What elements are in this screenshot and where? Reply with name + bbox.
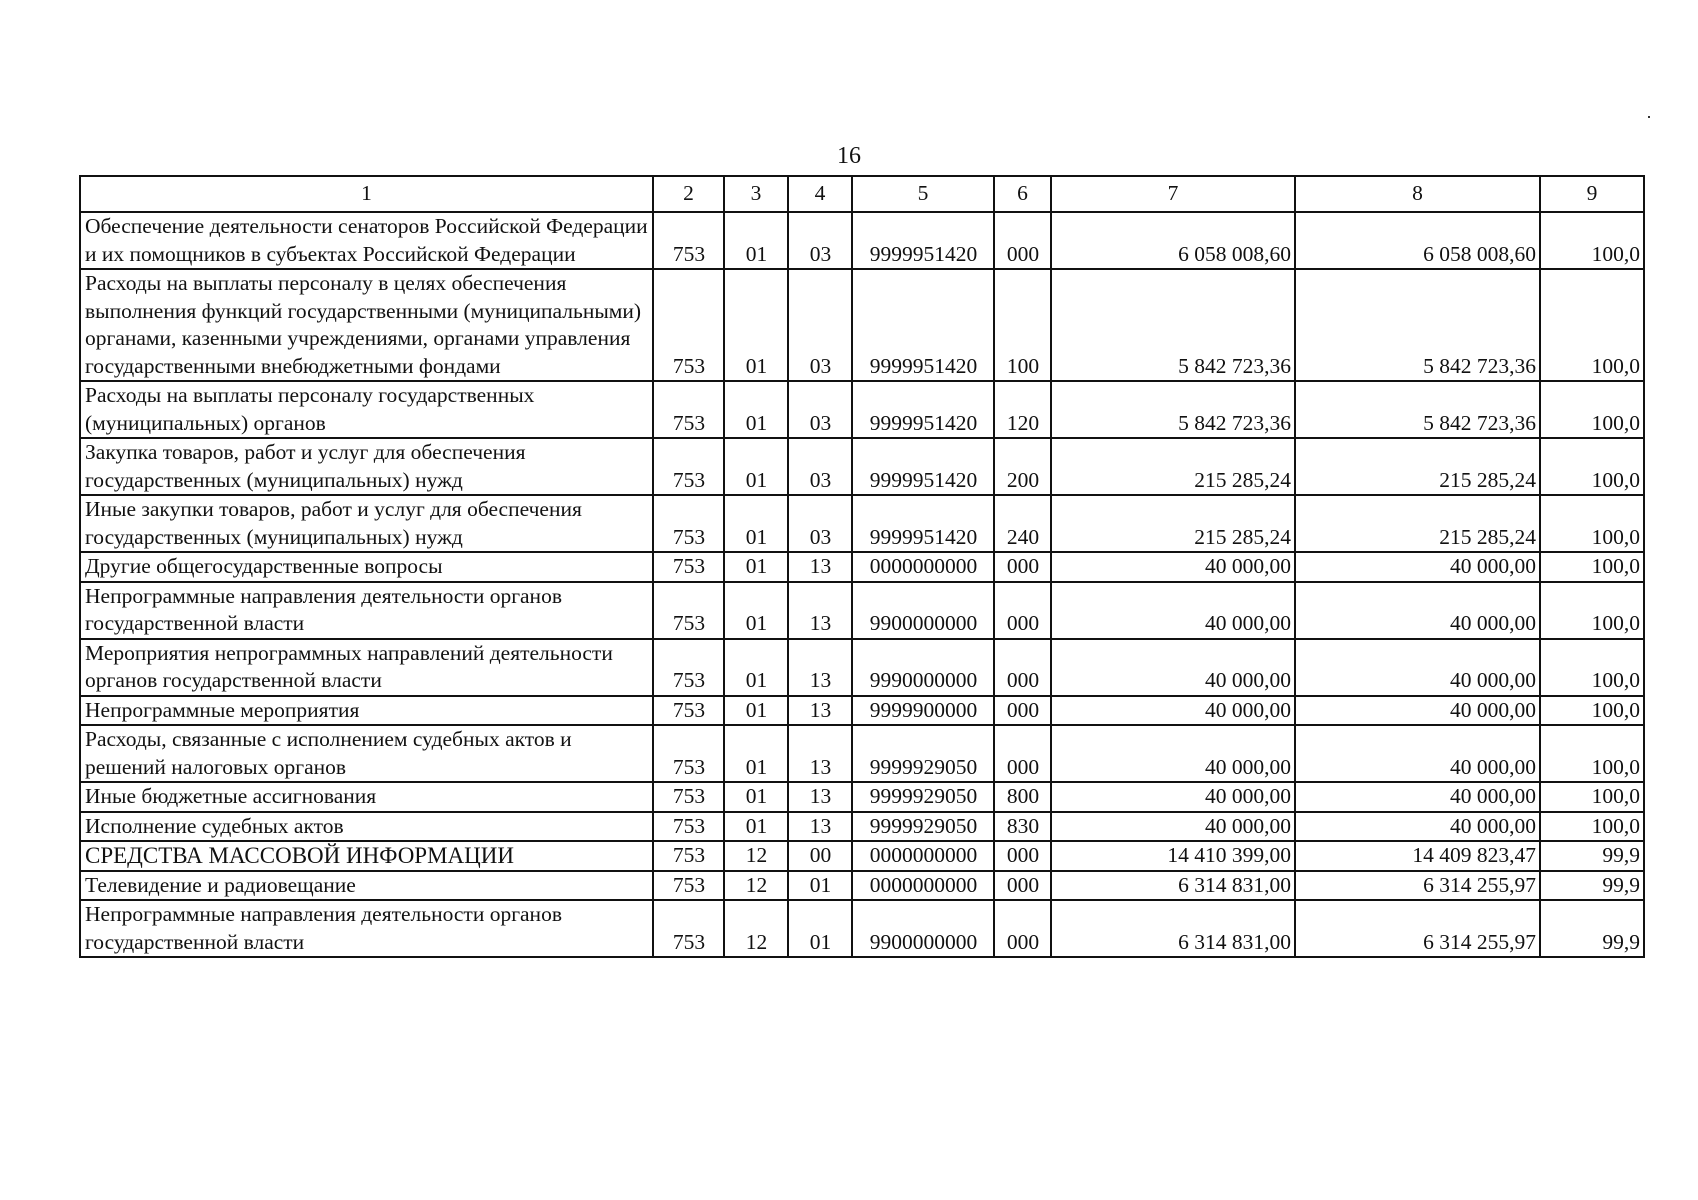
row-name: Непрограммные мероприятия bbox=[80, 696, 653, 726]
row-name: Расходы на выплаты персоналу государственных (муниципальных) органов bbox=[80, 381, 653, 438]
percent-executed: 100,0 bbox=[1540, 381, 1644, 438]
code-target: 9900000000 bbox=[852, 900, 994, 957]
code-section: 01 bbox=[724, 381, 788, 438]
code-ministry: 753 bbox=[653, 812, 724, 842]
code-subsection: 13 bbox=[788, 582, 852, 639]
code-section: 01 bbox=[724, 582, 788, 639]
amount-executed: 215 285,24 bbox=[1295, 438, 1540, 495]
code-expense-type: 830 bbox=[994, 812, 1051, 842]
code-ministry: 753 bbox=[653, 582, 724, 639]
code-subsection: 03 bbox=[788, 438, 852, 495]
code-subsection: 13 bbox=[788, 639, 852, 696]
table-row bbox=[80, 871, 1644, 901]
code-expense-type: 200 bbox=[994, 438, 1051, 495]
code-ministry: 753 bbox=[653, 381, 724, 438]
table-row bbox=[80, 438, 1644, 495]
header-cell-4: 4 bbox=[788, 176, 852, 212]
header-cell-2: 2 bbox=[653, 176, 724, 212]
table-row bbox=[80, 212, 1644, 269]
amount-planned: 5 842 723,36 bbox=[1051, 269, 1295, 381]
row-name: Расходы на выплаты персоналу в целях обеспечения выполнения функций государственными (муниципальными) органами, казенными учреждениями, органами управления государственными внебюджетными фондами bbox=[80, 269, 653, 381]
code-expense-type: 240 bbox=[994, 495, 1051, 552]
table-row-section bbox=[80, 841, 1644, 871]
code-subsection: 03 bbox=[788, 212, 852, 269]
code-target: 9999951420 bbox=[852, 495, 994, 552]
header-cell-7: 7 bbox=[1051, 176, 1295, 212]
code-subsection: 01 bbox=[788, 871, 852, 901]
percent-executed: 99,9 bbox=[1540, 841, 1644, 871]
code-expense-type: 000 bbox=[994, 871, 1051, 901]
code-expense-type: 000 bbox=[994, 900, 1051, 957]
amount-planned: 6 314 831,00 bbox=[1051, 871, 1295, 901]
header-cell-8: 8 bbox=[1295, 176, 1540, 212]
row-name: Непрограммные направления деятельности органов государственной власти bbox=[80, 900, 653, 957]
code-section: 12 bbox=[724, 841, 788, 871]
row-name: Иные закупки товаров, работ и услуг для обеспечения государственных (муниципальных) нужд bbox=[80, 495, 653, 552]
amount-executed: 5 842 723,36 bbox=[1295, 381, 1540, 438]
code-subsection: 01 bbox=[788, 900, 852, 957]
amount-planned: 5 842 723,36 bbox=[1051, 381, 1295, 438]
code-expense-type: 100 bbox=[994, 269, 1051, 381]
code-section: 01 bbox=[724, 438, 788, 495]
percent-executed: 100,0 bbox=[1540, 495, 1644, 552]
code-expense-type: 120 bbox=[994, 381, 1051, 438]
code-ministry: 753 bbox=[653, 782, 724, 812]
table-row bbox=[80, 495, 1644, 552]
code-ministry: 753 bbox=[653, 438, 724, 495]
scan-speck bbox=[1648, 116, 1650, 118]
percent-executed: 100,0 bbox=[1540, 552, 1644, 582]
code-section: 01 bbox=[724, 212, 788, 269]
code-target: 9999929050 bbox=[852, 725, 994, 782]
code-target: 9999951420 bbox=[852, 381, 994, 438]
code-target: 0000000000 bbox=[852, 841, 994, 871]
amount-planned: 40 000,00 bbox=[1051, 725, 1295, 782]
table-row bbox=[80, 812, 1644, 842]
code-expense-type: 000 bbox=[994, 552, 1051, 582]
code-target: 0000000000 bbox=[852, 552, 994, 582]
table-row bbox=[80, 900, 1644, 957]
code-ministry: 753 bbox=[653, 841, 724, 871]
header-cell-9: 9 bbox=[1540, 176, 1644, 212]
budget-table bbox=[79, 175, 1645, 958]
percent-executed: 100,0 bbox=[1540, 696, 1644, 726]
code-section: 12 bbox=[724, 871, 788, 901]
amount-planned: 40 000,00 bbox=[1051, 582, 1295, 639]
row-name: Расходы, связанные с исполнением судебных актов и решений налоговых органов bbox=[80, 725, 653, 782]
code-target: 9999929050 bbox=[852, 782, 994, 812]
amount-executed: 14 409 823,47 bbox=[1295, 841, 1540, 871]
amount-planned: 40 000,00 bbox=[1051, 696, 1295, 726]
table-row bbox=[80, 782, 1644, 812]
code-expense-type: 000 bbox=[994, 639, 1051, 696]
row-name: Непрограммные направления деятельности органов государственной власти bbox=[80, 582, 653, 639]
code-section: 01 bbox=[724, 639, 788, 696]
code-subsection: 13 bbox=[788, 812, 852, 842]
row-name: Другие общегосударственные вопросы bbox=[80, 552, 653, 582]
code-target: 9999951420 bbox=[852, 212, 994, 269]
amount-executed: 6 314 255,97 bbox=[1295, 900, 1540, 957]
code-subsection: 03 bbox=[788, 381, 852, 438]
amount-executed: 40 000,00 bbox=[1295, 582, 1540, 639]
percent-executed: 100,0 bbox=[1540, 639, 1644, 696]
header-cell-3: 3 bbox=[724, 176, 788, 212]
table-row bbox=[80, 696, 1644, 726]
code-section: 01 bbox=[724, 782, 788, 812]
row-name: Обеспечение деятельности сенаторов Российской Федерации и их помощников в субъектах Российской Федерации bbox=[80, 212, 653, 269]
amount-executed: 6 314 255,97 bbox=[1295, 871, 1540, 901]
amount-planned: 215 285,24 bbox=[1051, 438, 1295, 495]
code-subsection: 00 bbox=[788, 841, 852, 871]
amount-planned: 6 058 008,60 bbox=[1051, 212, 1295, 269]
amount-executed: 40 000,00 bbox=[1295, 725, 1540, 782]
amount-executed: 6 058 008,60 bbox=[1295, 212, 1540, 269]
amount-planned: 40 000,00 bbox=[1051, 552, 1295, 582]
row-name: Иные бюджетные ассигнования bbox=[80, 782, 653, 812]
row-name: Закупка товаров, работ и услуг для обеспечения государственных (муниципальных) нужд bbox=[80, 438, 653, 495]
table-row bbox=[80, 381, 1644, 438]
amount-executed: 40 000,00 bbox=[1295, 552, 1540, 582]
header-cell-1: 1 bbox=[80, 176, 653, 212]
code-ministry: 753 bbox=[653, 269, 724, 381]
code-section: 12 bbox=[724, 900, 788, 957]
amount-executed: 5 842 723,36 bbox=[1295, 269, 1540, 381]
percent-executed: 100,0 bbox=[1540, 438, 1644, 495]
amount-planned: 6 314 831,00 bbox=[1051, 900, 1295, 957]
amount-planned: 40 000,00 bbox=[1051, 639, 1295, 696]
code-subsection: 13 bbox=[788, 725, 852, 782]
code-section: 01 bbox=[724, 552, 788, 582]
amount-planned: 40 000,00 bbox=[1051, 812, 1295, 842]
code-ministry: 753 bbox=[653, 212, 724, 269]
row-name: СРЕДСТВА МАССОВОЙ ИНФОРМАЦИИ bbox=[80, 841, 653, 871]
code-subsection: 13 bbox=[788, 782, 852, 812]
code-section: 01 bbox=[724, 725, 788, 782]
percent-executed: 100,0 bbox=[1540, 582, 1644, 639]
code-subsection: 03 bbox=[788, 495, 852, 552]
percent-executed: 100,0 bbox=[1540, 725, 1644, 782]
code-ministry: 753 bbox=[653, 871, 724, 901]
amount-planned: 40 000,00 bbox=[1051, 782, 1295, 812]
code-expense-type: 800 bbox=[994, 782, 1051, 812]
amount-executed: 40 000,00 bbox=[1295, 639, 1540, 696]
code-target: 9900000000 bbox=[852, 582, 994, 639]
percent-executed: 100,0 bbox=[1540, 212, 1644, 269]
code-ministry: 753 bbox=[653, 900, 724, 957]
code-expense-type: 000 bbox=[994, 582, 1051, 639]
percent-executed: 100,0 bbox=[1540, 782, 1644, 812]
table-row bbox=[80, 552, 1644, 582]
percent-executed: 99,9 bbox=[1540, 900, 1644, 957]
code-section: 01 bbox=[724, 269, 788, 381]
percent-executed: 100,0 bbox=[1540, 812, 1644, 842]
code-target: 9999900000 bbox=[852, 696, 994, 726]
code-subsection: 13 bbox=[788, 552, 852, 582]
code-target: 9999951420 bbox=[852, 438, 994, 495]
code-subsection: 13 bbox=[788, 696, 852, 726]
code-target: 0000000000 bbox=[852, 871, 994, 901]
amount-executed: 40 000,00 bbox=[1295, 782, 1540, 812]
code-ministry: 753 bbox=[653, 495, 724, 552]
code-target: 9990000000 bbox=[852, 639, 994, 696]
amount-executed: 40 000,00 bbox=[1295, 696, 1540, 726]
header-row bbox=[80, 176, 1644, 212]
percent-executed: 100,0 bbox=[1540, 269, 1644, 381]
code-target: 9999929050 bbox=[852, 812, 994, 842]
code-ministry: 753 bbox=[653, 552, 724, 582]
table-row bbox=[80, 582, 1644, 639]
code-subsection: 03 bbox=[788, 269, 852, 381]
amount-planned: 215 285,24 bbox=[1051, 495, 1295, 552]
amount-executed: 40 000,00 bbox=[1295, 812, 1540, 842]
header-cell-6: 6 bbox=[994, 176, 1051, 212]
code-expense-type: 000 bbox=[994, 212, 1051, 269]
code-section: 01 bbox=[724, 812, 788, 842]
code-expense-type: 000 bbox=[994, 725, 1051, 782]
code-ministry: 753 bbox=[653, 725, 724, 782]
table-row bbox=[80, 639, 1644, 696]
code-ministry: 753 bbox=[653, 696, 724, 726]
code-section: 01 bbox=[724, 696, 788, 726]
code-expense-type: 000 bbox=[994, 841, 1051, 871]
page-number: 16 bbox=[837, 143, 861, 169]
code-ministry: 753 bbox=[653, 639, 724, 696]
code-expense-type: 000 bbox=[994, 696, 1051, 726]
amount-executed: 215 285,24 bbox=[1295, 495, 1540, 552]
table-row bbox=[80, 725, 1644, 782]
row-name: Мероприятия непрограммных направлений деятельности органов государственной власти bbox=[80, 639, 653, 696]
amount-planned: 14 410 399,00 bbox=[1051, 841, 1295, 871]
header-cell-5: 5 bbox=[852, 176, 994, 212]
row-name: Исполнение судебных актов bbox=[80, 812, 653, 842]
table-row bbox=[80, 269, 1644, 381]
code-section: 01 bbox=[724, 495, 788, 552]
percent-executed: 99,9 bbox=[1540, 871, 1644, 901]
code-target: 9999951420 bbox=[852, 269, 994, 381]
row-name: Телевидение и радиовещание bbox=[80, 871, 653, 901]
